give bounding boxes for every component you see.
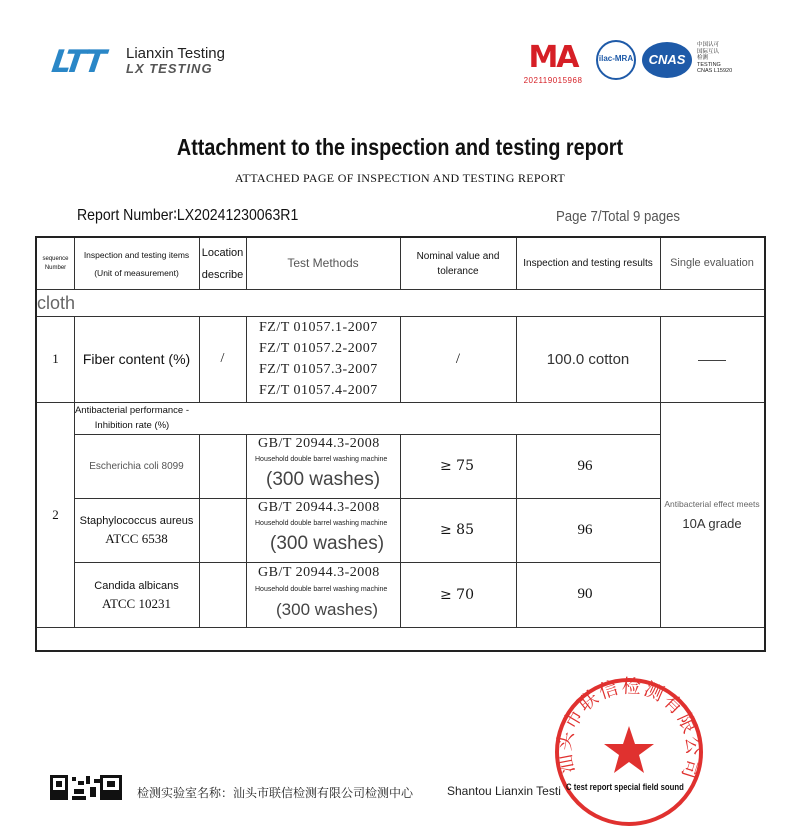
header-results: Inspection and testing results — [523, 258, 653, 269]
subrow-item-line: ATCC 10231 — [102, 595, 171, 611]
cnas-logo — [642, 42, 692, 78]
row1-sequence: 1 — [52, 351, 59, 366]
subrow-item — [74, 498, 199, 562]
lianxin-logo-mark: LTT — [49, 44, 107, 80]
lianxin-logo-sub: LX TESTING — [126, 61, 213, 76]
subrow-method-note: Household double barrel washing machine — [255, 456, 388, 463]
header-items — [74, 238, 199, 289]
cnas-line: 国际互认 — [697, 48, 720, 55]
lianxin-logo — [49, 42, 225, 80]
subrow-item-line: Escherichia coli 8099 — [89, 460, 184, 472]
subrow-method-washes: (300 washes) — [276, 600, 379, 619]
lab-name-cn: 检测实验室名称：汕头市联信检测有限公司检测中心 — [137, 786, 414, 800]
header-items-line: (Unit of measurement) — [94, 267, 179, 278]
qr-code — [50, 775, 122, 800]
subrow-item — [74, 434, 199, 498]
header-sequence-line: Number — [44, 264, 67, 271]
row1-location: / — [220, 351, 225, 366]
section-label: cloth — [37, 292, 76, 313]
row1-methods — [246, 316, 400, 402]
header-test-methods: Test Methods — [287, 256, 359, 270]
cnas-line: 检测 — [697, 55, 709, 61]
lab-name-en: Shantou Lianxin Testi — [447, 784, 561, 798]
subrow-method-washes: (300 washes) — [270, 533, 385, 554]
cma-logo — [518, 40, 588, 86]
row1-item: Fiber content (%) — [82, 351, 191, 367]
subrow-item-line: Candida albicans — [94, 579, 179, 592]
table-rule — [37, 627, 764, 628]
company-seal — [553, 676, 705, 828]
row1-method-line: FZ/T 01057.3-2007 — [259, 362, 378, 377]
subrow-method-line: GB/T 20944.3-2008 — [258, 565, 380, 580]
cma-number: 202119015968 — [523, 76, 583, 85]
subrow-method-line: GB/T 20944.3-2008 — [258, 500, 380, 515]
subrow-method — [246, 562, 400, 627]
row2-evaluation-grade: 10A grade — [682, 515, 742, 531]
results-table — [35, 236, 766, 652]
cma-logo-text: MA — [528, 40, 578, 75]
row2-group-label: Antibacterial performance - Inhibition rate (%) — [74, 405, 190, 431]
header-sequence — [37, 238, 74, 289]
cnas-line: CNAS L15920 — [697, 68, 733, 74]
page-info: Page 7/Total 9 pages — [556, 208, 681, 225]
header-sequence-line: sequence — [42, 255, 69, 262]
report-number: Report Number∶LX20241230063R1 — [77, 207, 299, 224]
subrow-nominal: ≥ 75 — [440, 458, 474, 474]
subrow-item-line: ATCC 6538 — [105, 531, 168, 546]
table-rule — [37, 289, 764, 290]
row1-method-line: FZ/T 01057.1-2007 — [259, 320, 378, 335]
ilac-mra-logo — [596, 40, 636, 80]
ilac-mra-text: ilac-MRA — [598, 54, 634, 63]
row2-evaluation — [660, 402, 764, 627]
report-subtitle: ATTACHED PAGE OF INSPECTION AND TESTING REPORT — [234, 171, 566, 185]
row1-nominal: / — [455, 350, 461, 367]
header-items-line: Inspection and testing items — [83, 249, 190, 260]
header-evaluation: Single evaluation — [670, 257, 754, 269]
table-rule — [199, 434, 200, 627]
header-nominal — [400, 238, 516, 289]
row2-sequence: 2 — [52, 506, 59, 522]
cnas-logo-text: CNAS — [648, 52, 686, 67]
header-location-line: Location — [201, 246, 244, 259]
row2-evaluation-line: Antibacterial effect meets — [664, 498, 760, 509]
lianxin-logo-name: Lianxin Testing — [126, 45, 225, 62]
row2-group-label-cell — [74, 402, 660, 434]
header-nominal-line: Nominal value and — [416, 250, 500, 262]
subrow-method — [246, 498, 400, 562]
row1-method-line: FZ/T 01057.4-2007 — [259, 383, 378, 398]
cnas-accreditation-lines — [697, 42, 757, 75]
subrow-method-washes: (300 washes) — [266, 469, 381, 490]
subrow-result: 96 — [577, 457, 593, 474]
report-title: Attachment to the inspection and testing report — [176, 134, 624, 160]
subrow-method-note: Household double barrel washing machine — [255, 520, 388, 527]
row1-method-line: FZ/T 01057.2-2007 — [259, 341, 378, 356]
row1-result: 100.0 cotton — [546, 350, 630, 368]
subrow-result: 96 — [577, 521, 593, 538]
subrow-method-line: GB/T 20944.3-2008 — [258, 436, 380, 451]
header-location — [199, 238, 246, 289]
row1-evaluation: —— — [698, 351, 726, 367]
subrow-item-line: Staphylococcus aureus — [79, 515, 194, 527]
cnas-line: 中国认可 — [697, 42, 720, 48]
subrow-method-note: Household double barrel washing machine — [255, 586, 388, 593]
cnas-line: TESTING — [697, 61, 721, 68]
subrow-item — [74, 562, 199, 627]
header-nominal-line: tolerance — [437, 265, 479, 277]
subrow-nominal: ≥ 70 — [440, 586, 474, 603]
subrow-nominal: ≥ 85 — [440, 522, 474, 538]
subrow-result: 90 — [577, 586, 593, 602]
seal-text: 汕头市联信检测有限公司 — [553, 676, 705, 784]
header-location-line: describe — [201, 268, 244, 281]
seal-label: C test report special field sound — [566, 782, 684, 792]
subrow-method — [246, 434, 400, 498]
